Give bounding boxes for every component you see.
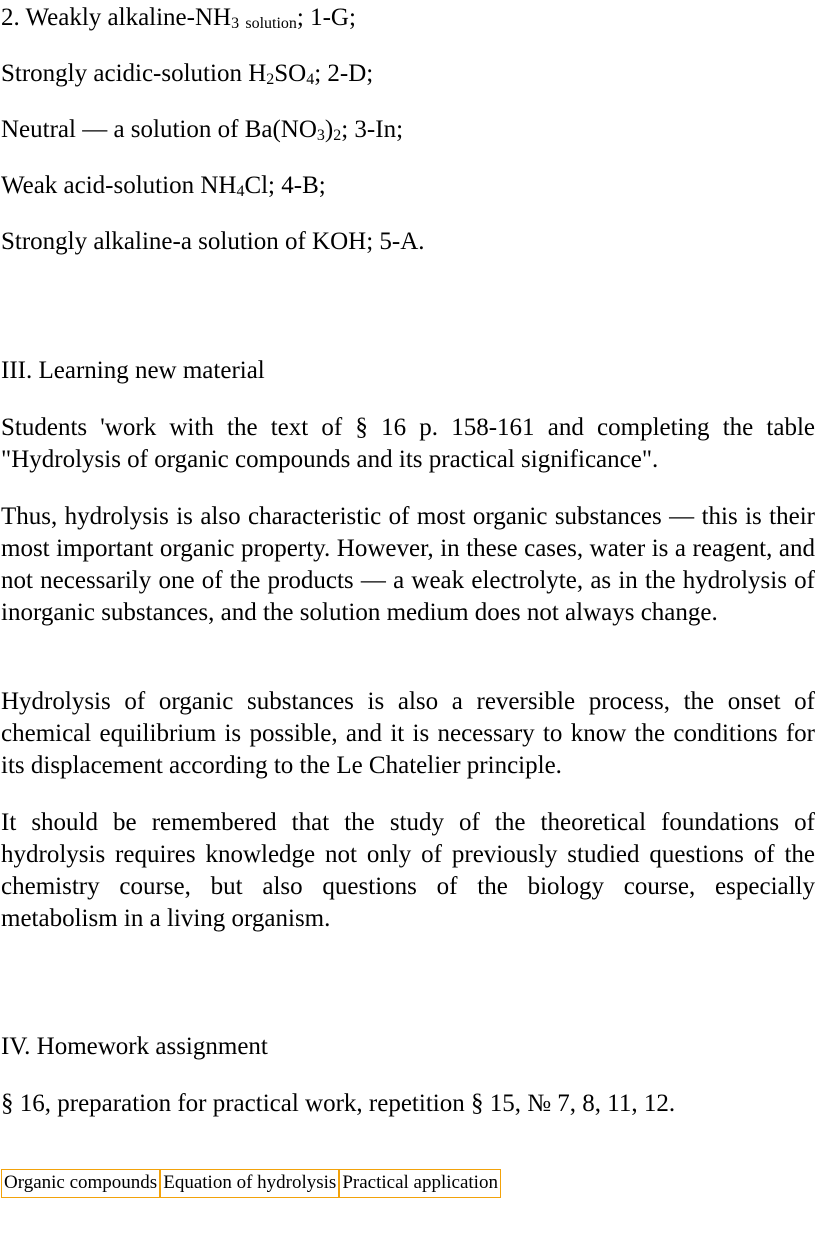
section-4-heading: IV. Homework assignment xyxy=(1,1033,268,1060)
section-3-paragraph-2: Thus, hydrolysis is also characteristic of most organic substances — this is their most important organic property. However, in these cases, water is a reagent, and not necessarily one of the products — a weak electrolyte, as in the hydrolysis of inorganic substances, and the solution medium does not always change. xyxy=(1,503,815,626)
answer-line-3: Neutral — a solution of Ba(NO3)2; 3-In; xyxy=(1,116,404,144)
homework-text: § 16, preparation for practical work, repetition § 15, № 7, 8, 11, 12. xyxy=(1,1090,676,1117)
section-3-paragraph-3: Hydrolysis of organic substances is also a reversible process, the onset of chemical equilibrium is possible, and it is necessary to know the conditions for its displacement according to the Le Chatelier principle. xyxy=(1,688,815,779)
answer-line-2: Strongly acidic-solution H2SO4; 2-D; xyxy=(1,60,374,88)
answer-line-1: 2. Weakly alkaline-NH3 solution; 1-G; xyxy=(1,4,356,32)
answer-line-5: Strongly alkaline-a solution of KOH; 5-A. xyxy=(1,228,425,255)
section-3-paragraph-4: It should be remembered that the study of the theoretical foundations of hydrolysis requires knowledge not only of previously studied questions of the chemistry course, but also questions of the biology course, especially metabolism in a living organism. xyxy=(1,809,815,932)
table-header-row xyxy=(1,1169,501,1198)
table-header-organic-compounds: Organic compounds xyxy=(1,1169,160,1198)
answer-line-4: Weak acid-solution NH4Cl; 4-B; xyxy=(1,172,326,200)
table-header-practical-application: Practical application xyxy=(339,1169,501,1198)
section-3-heading: III. Learning new material xyxy=(1,357,265,384)
table-header-equation-of-hydrolysis: Equation of hydrolysis xyxy=(160,1169,339,1198)
section-3-paragraph-1: Students 'work with the text of § 16 p. 158-161 and completing the table "Hydrolysis of organic compounds and its practical significance". xyxy=(1,414,815,473)
hydrolysis-table xyxy=(1,1169,501,1198)
